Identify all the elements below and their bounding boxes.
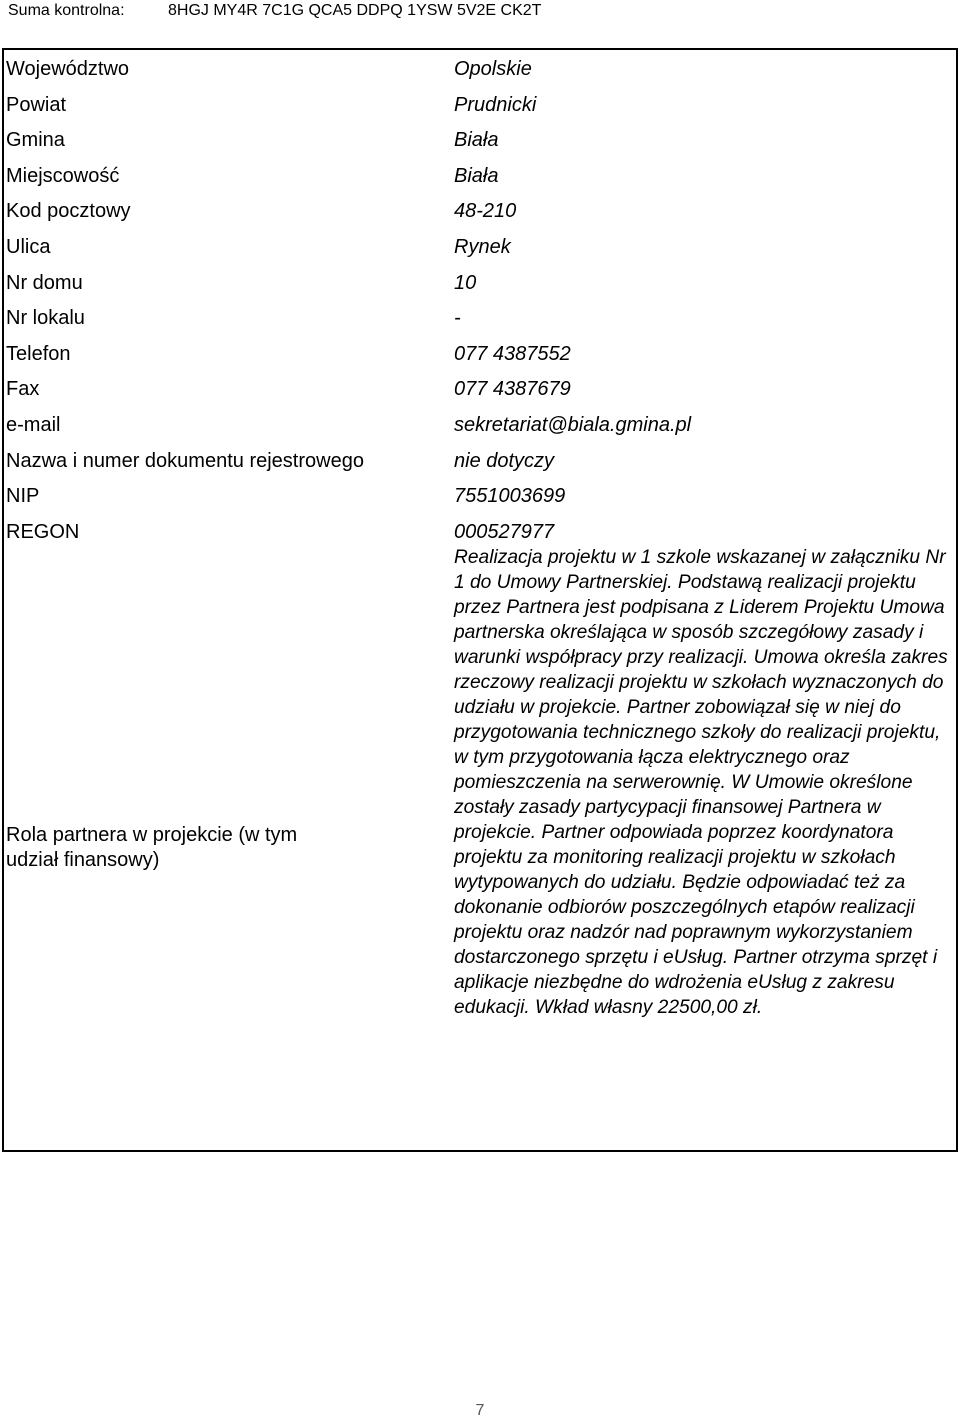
row-label: Gmina — [6, 129, 65, 152]
row-gmina — [6, 127, 954, 163]
checksum-code: 8HGJ MY4R 7C1G QCA5 DDPQ 1YSW 5V2E CK2T — [168, 2, 542, 19]
row-value: Biała — [454, 129, 499, 152]
row-label: Nazwa i numer dokumentu rejestrowego — [6, 449, 364, 472]
row-value: Biała — [454, 164, 499, 187]
row-value: - — [454, 307, 461, 330]
row-nip — [6, 483, 954, 519]
row-email — [6, 412, 954, 448]
row-value: Rynek — [454, 235, 511, 258]
row-label: Fax — [6, 378, 40, 401]
role-label: Rola partnera w projekcie (w tym udział finansowy) — [6, 824, 298, 871]
row-miejscowosc — [6, 163, 954, 199]
row-label: NIP — [6, 485, 40, 508]
row-nr-domu — [6, 270, 954, 306]
row-value: 000527977 — [454, 520, 555, 543]
row-value: 10 — [454, 271, 477, 294]
role-description: Realizacja projektu w 1 szkole wskazanej w załączniku Nr 1 do Umowy Partnerskiej. Podstawą realizacji projektu przez Partnera jest podpisana z Liderem Projektu Umowa partnerska określająca w sposób szczegółowy zasady i warunki współpracy przy realizacji. Umowa określa zakres rzeczowy realizacji projektu w szkołach wyznaczonych do udziału w projekcie. Partner zobowiązał się w niej do przygotowania technicznego szkoły do realizacji projektu, w tym przygotowania łącza elektrycznego oraz pomieszczenia na serwerownię. W Umowie określone zostały zasady partycypacji finansowej Partnera w projekcie. Partner odpowiada poprzez koordynatora projektu za monitoring realizacji projektu w szkołach wytypowanych do udziału. Będzie odpowiadać też za dokonanie odbiorów poszczególnych etapów realizacji projektu oraz nadzór nad poprawnym wykorzystaniem dostarczonego sprzętu i eUsług. Partner otrzyma sprzęt i aplikacje niezbędne do wdrożenia eUsług z zakresu edukacji. Wkład własny 22500,00 zł. — [454, 547, 948, 1018]
row-value: Opolskie — [454, 58, 532, 80]
row-wojewodztwo — [6, 56, 954, 92]
row-dokument-rejestrowy — [6, 448, 954, 484]
row-value: 7551003699 — [454, 485, 566, 508]
row-label: Powiat — [6, 93, 67, 116]
row-kod-pocztowy — [6, 198, 954, 234]
row-label: Ulica — [6, 235, 51, 258]
row-label: Nr domu — [6, 271, 83, 294]
row-value: 48-210 — [454, 200, 517, 223]
checksum-line — [8, 0, 541, 22]
row-fax — [6, 376, 954, 412]
row-label: Województwo — [6, 58, 130, 80]
page-number: 7 — [475, 1402, 485, 1419]
row-label: Kod pocztowy — [6, 200, 131, 223]
row-label: Miejscowość — [6, 164, 120, 187]
row-nr-lokalu — [6, 305, 954, 341]
row-label: Nr lokalu — [6, 307, 85, 330]
row-value: Prudnicki — [454, 93, 537, 116]
row-powiat — [6, 92, 954, 128]
row-value: 077 4387679 — [454, 378, 571, 401]
partner-data-table — [6, 56, 954, 554]
row-value: sekretariat@biala.gmina.pl — [454, 413, 692, 436]
row-label: e-mail — [6, 413, 61, 436]
row-label: Telefon — [6, 342, 71, 365]
row-telefon — [6, 341, 954, 377]
row-value: nie dotyczy — [454, 449, 555, 472]
row-label: REGON — [6, 520, 80, 543]
checksum-label: Suma kontrolna: — [8, 2, 125, 19]
row-ulica — [6, 234, 954, 270]
row-value: 077 4387552 — [454, 342, 571, 365]
